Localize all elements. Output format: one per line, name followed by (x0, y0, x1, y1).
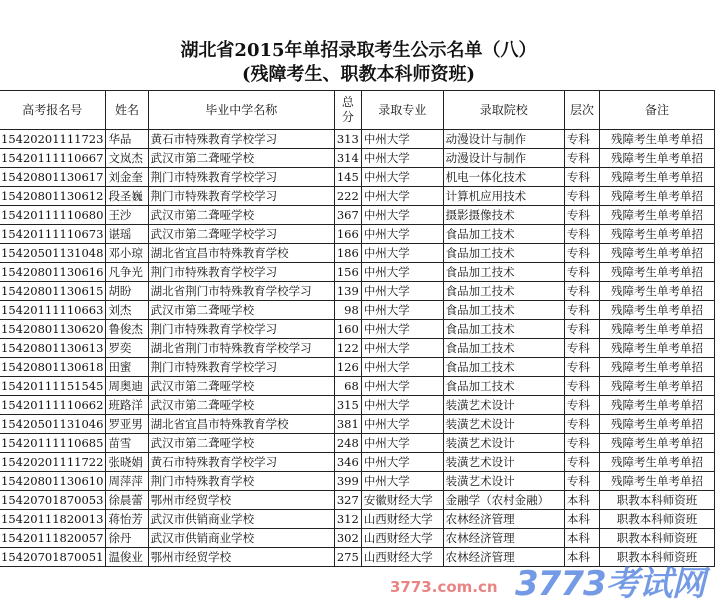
university-cell: 中州大学 (361, 396, 443, 415)
major-cell: 食品加工技术 (443, 339, 564, 358)
note-cell: 残障考生单考单招 (600, 415, 715, 434)
score-cell: 314 (334, 149, 361, 168)
table-row (0, 301, 715, 320)
school-cell: 武汉市第二聋哑学校 (148, 149, 334, 168)
major-cell: 装潢艺术设计 (443, 434, 564, 453)
note-cell: 残障考生单考单招 (600, 168, 715, 187)
university-cell: 中州大学 (361, 244, 443, 263)
major-cell: 动漫设计与制作 (443, 130, 564, 149)
university-cell: 中州大学 (361, 187, 443, 206)
note-cell: 残障考生单考单招 (600, 434, 715, 453)
major-cell: 农林经济管理 (443, 529, 564, 548)
table-row (0, 491, 715, 510)
note-cell: 残障考生单考单招 (600, 282, 715, 301)
level-cell: 专科 (564, 339, 599, 358)
level-cell: 专科 (564, 301, 599, 320)
name-cell: 华品 (106, 130, 148, 149)
name-cell: 谌瑶 (106, 225, 148, 244)
column-header: 录取专业 (361, 91, 443, 130)
note-cell: 残障考生单考单招 (600, 206, 715, 225)
table-row (0, 529, 715, 548)
note-cell: 残障考生单考单招 (600, 149, 715, 168)
level-cell: 专科 (564, 149, 599, 168)
exam-id-cell: 15420111151545 (0, 377, 106, 396)
note-cell: 职教本科师资班 (600, 548, 715, 567)
table-row (0, 377, 715, 396)
note-cell: 残障考生单考单招 (600, 320, 715, 339)
level-cell: 专科 (564, 206, 599, 225)
table-row (0, 149, 715, 168)
score-cell: 381 (334, 415, 361, 434)
score-cell: 312 (334, 510, 361, 529)
note-cell: 残障考生单考单招 (600, 472, 715, 491)
note-cell: 职教本科师资班 (600, 491, 715, 510)
level-cell: 专科 (564, 377, 599, 396)
university-cell: 中州大学 (361, 206, 443, 225)
university-cell: 中州大学 (361, 149, 443, 168)
score-cell: 156 (334, 263, 361, 282)
name-cell: 班路洋 (106, 396, 148, 415)
major-cell: 食品加工技术 (443, 282, 564, 301)
major-cell: 食品加工技术 (443, 358, 564, 377)
exam-id-cell: 15420801130612 (0, 187, 106, 206)
major-cell: 计算机应用技术 (443, 187, 564, 206)
university-cell: 中州大学 (361, 320, 443, 339)
major-cell: 装潢艺术设计 (443, 453, 564, 472)
note-cell: 残障考生单考单招 (600, 225, 715, 244)
university-cell: 中州大学 (361, 282, 443, 301)
column-header: 姓名 (106, 91, 148, 130)
university-cell: 中州大学 (361, 225, 443, 244)
school-cell: 荆门市特殊教育学校学习 (148, 320, 334, 339)
table-row (0, 168, 715, 187)
level-cell: 专科 (564, 434, 599, 453)
level-cell: 专科 (564, 225, 599, 244)
note-cell: 残障考生单考单招 (600, 301, 715, 320)
column-header: 层次 (564, 91, 599, 130)
table-row (0, 320, 715, 339)
school-cell: 湖北省宜昌市特殊教育学校 (148, 244, 334, 263)
major-cell: 食品加工技术 (443, 320, 564, 339)
name-cell: 蒋怡芳 (106, 510, 148, 529)
note-cell: 残障考生单考单招 (600, 130, 715, 149)
university-cell: 中州大学 (361, 130, 443, 149)
major-cell: 食品加工技术 (443, 301, 564, 320)
level-cell: 专科 (564, 263, 599, 282)
score-cell: 68 (334, 377, 361, 396)
table-row (0, 396, 715, 415)
level-cell: 专科 (564, 168, 599, 187)
table-row (0, 187, 715, 206)
school-cell: 荆门市特殊教育学校学习 (148, 187, 334, 206)
major-cell: 食品加工技术 (443, 244, 564, 263)
name-cell: 段圣巍 (106, 187, 148, 206)
school-cell: 武汉市供销商业学校 (148, 529, 334, 548)
table-row (0, 130, 715, 149)
name-cell: 胡盼 (106, 282, 148, 301)
score-cell: 367 (334, 206, 361, 225)
table-row (0, 415, 715, 434)
exam-id-cell: 15420801130617 (0, 168, 106, 187)
major-cell: 装潢艺术设计 (443, 396, 564, 415)
score-cell: 160 (334, 320, 361, 339)
note-cell: 残障考生单考单招 (600, 339, 715, 358)
column-header: 备注 (600, 91, 715, 130)
note-cell: 职教本科师资班 (600, 529, 715, 548)
major-cell: 装潢艺术设计 (443, 415, 564, 434)
exam-id-cell: 15420201111722 (0, 453, 106, 472)
score-cell: 126 (334, 358, 361, 377)
exam-id-cell: 15420501131046 (0, 415, 106, 434)
name-cell: 周萍萍 (106, 472, 148, 491)
major-cell: 装潢艺术设计 (443, 472, 564, 491)
table-row (0, 263, 715, 282)
university-cell: 中州大学 (361, 339, 443, 358)
note-cell: 残障考生单考单招 (600, 453, 715, 472)
score-cell: 313 (334, 130, 361, 149)
school-cell: 武汉市供销商业学校 (148, 510, 334, 529)
exam-id-cell: 15420701870053 (0, 491, 106, 510)
note-cell: 职教本科师资班 (600, 510, 715, 529)
table-row (0, 206, 715, 225)
name-cell: 温俊业 (106, 548, 148, 567)
school-cell: 荆门市特殊教育学校学习 (148, 168, 334, 187)
school-cell: 武汉市第二聋哑学校 (148, 377, 334, 396)
university-cell: 中州大学 (361, 377, 443, 396)
level-cell: 专科 (564, 130, 599, 149)
table-row (0, 339, 715, 358)
name-cell: 徐丹 (106, 529, 148, 548)
name-cell: 刘杰 (106, 301, 148, 320)
name-cell: 王沙 (106, 206, 148, 225)
name-cell: 罗亚男 (106, 415, 148, 434)
exam-id-cell: 15420111110667 (0, 149, 106, 168)
university-cell: 山西财经大学 (361, 510, 443, 529)
exam-id-cell: 15420801130610 (0, 472, 106, 491)
exam-id-cell: 15420501131048 (0, 244, 106, 263)
level-cell: 本科 (564, 491, 599, 510)
note-cell: 残障考生单考单招 (600, 244, 715, 263)
exam-id-cell: 15420201111723 (0, 130, 106, 149)
exam-id-cell: 15420111820057 (0, 529, 106, 548)
major-cell: 食品加工技术 (443, 377, 564, 396)
school-cell: 湖北省荆门市特殊教育学校学习 (148, 282, 334, 301)
score-cell: 327 (334, 491, 361, 510)
level-cell: 专科 (564, 396, 599, 415)
exam-id-cell: 15420111110662 (0, 396, 106, 415)
note-cell: 残障考生单考单招 (600, 396, 715, 415)
major-cell: 金融学（农村金融） (443, 491, 564, 510)
table-row (0, 453, 715, 472)
major-cell: 食品加工技术 (443, 263, 564, 282)
school-cell: 湖北省宜昌市特殊教育学校 (148, 415, 334, 434)
column-header: 高考报名号 (0, 91, 106, 130)
page-title: 湖北省2015年单招录取考生公示名单（八） (180, 40, 537, 61)
exam-id-cell: 15420111110663 (0, 301, 106, 320)
table-row (0, 472, 715, 491)
name-cell: 张晓娟 (106, 453, 148, 472)
university-cell: 中州大学 (361, 434, 443, 453)
score-cell: 139 (334, 282, 361, 301)
score-cell: 166 (334, 225, 361, 244)
school-cell: 武汉市第二聋哑学校学习 (148, 225, 334, 244)
level-cell: 专科 (564, 358, 599, 377)
school-cell: 荆门市特殊教育学校 (148, 472, 334, 491)
university-cell: 中州大学 (361, 168, 443, 187)
university-cell: 安徽财经大学 (361, 491, 443, 510)
page-subtitle: (残障考生、职教本科师资班) (241, 64, 476, 85)
level-cell: 专科 (564, 415, 599, 434)
level-cell: 专科 (564, 244, 599, 263)
score-cell: 315 (334, 396, 361, 415)
exam-id-cell: 15420801130618 (0, 358, 106, 377)
exam-id-cell: 15420111110685 (0, 434, 106, 453)
table-row (0, 510, 715, 529)
level-cell: 专科 (564, 187, 599, 206)
university-cell: 中州大学 (361, 358, 443, 377)
school-cell: 湖北省荆门市特殊教育学校学习 (148, 339, 334, 358)
table-row (0, 434, 715, 453)
exam-id-cell: 15420701870051 (0, 548, 106, 567)
level-cell: 本科 (564, 548, 599, 567)
school-cell: 黄石市特殊教育学校学习 (148, 453, 334, 472)
level-cell: 专科 (564, 453, 599, 472)
major-cell: 机电一体化技术 (443, 168, 564, 187)
school-cell: 荆门市特殊教育学校学习 (148, 263, 334, 282)
school-cell: 武汉市第二聋哑学校 (148, 434, 334, 453)
column-header: 录取院校 (443, 91, 564, 130)
major-cell: 摄影摄像技术 (443, 206, 564, 225)
table-row (0, 225, 715, 244)
note-cell: 残障考生单考单招 (600, 187, 715, 206)
column-header: 总分 (334, 91, 361, 130)
university-cell: 山西财经大学 (361, 548, 443, 567)
school-cell: 荆门市特殊教育学校学习 (148, 358, 334, 377)
score-cell: 346 (334, 453, 361, 472)
score-cell: 399 (334, 472, 361, 491)
exam-id-cell: 15420111110680 (0, 206, 106, 225)
school-cell: 武汉市第二聋哑学校 (148, 301, 334, 320)
exam-id-cell: 15420801130615 (0, 282, 106, 301)
score-cell: 302 (334, 529, 361, 548)
name-cell: 徐晨蕾 (106, 491, 148, 510)
column-header: 毕业中学名称 (148, 91, 334, 130)
university-cell: 山西财经大学 (361, 529, 443, 548)
level-cell: 本科 (564, 510, 599, 529)
school-cell: 黄石市特殊教育学校学习 (148, 130, 334, 149)
score-cell: 145 (334, 168, 361, 187)
score-cell: 222 (334, 187, 361, 206)
table-row (0, 282, 715, 301)
major-cell: 农林经济管理 (443, 510, 564, 529)
university-cell: 中州大学 (361, 301, 443, 320)
university-cell: 中州大学 (361, 453, 443, 472)
level-cell: 专科 (564, 320, 599, 339)
university-cell: 中州大学 (361, 415, 443, 434)
level-cell: 专科 (564, 282, 599, 301)
university-cell: 中州大学 (361, 472, 443, 491)
name-cell: 鲁俊杰 (106, 320, 148, 339)
name-cell: 罗奕 (106, 339, 148, 358)
score-cell: 186 (334, 244, 361, 263)
score-cell: 98 (334, 301, 361, 320)
name-cell: 苗雪 (106, 434, 148, 453)
exam-id-cell: 15420801130620 (0, 320, 106, 339)
score-cell: 275 (334, 548, 361, 567)
university-cell: 中州大学 (361, 263, 443, 282)
watermark-logo: 3773考试网 (515, 564, 705, 604)
exam-id-cell: 15420801130613 (0, 339, 106, 358)
admission-table (0, 90, 715, 567)
level-cell: 专科 (564, 472, 599, 491)
note-cell: 残障考生单考单招 (600, 358, 715, 377)
table-row (0, 358, 715, 377)
name-cell: 邓小琼 (106, 244, 148, 263)
table-row (0, 244, 715, 263)
major-cell: 食品加工技术 (443, 225, 564, 244)
name-cell: 凡争光 (106, 263, 148, 282)
school-cell: 鄂州市经贸学校 (148, 548, 334, 567)
note-cell: 残障考生单考单招 (600, 263, 715, 282)
name-cell: 刘金奎 (106, 168, 148, 187)
exam-id-cell: 15420111110673 (0, 225, 106, 244)
name-cell: 田蜜 (106, 358, 148, 377)
major-cell: 动漫设计与制作 (443, 149, 564, 168)
name-cell: 文岚杰 (106, 149, 148, 168)
name-cell: 周奥迪 (106, 377, 148, 396)
score-cell: 122 (334, 339, 361, 358)
exam-id-cell: 15420111820013 (0, 510, 106, 529)
school-cell: 武汉市第二聋哑学校 (148, 396, 334, 415)
note-cell: 残障考生单考单招 (600, 377, 715, 396)
level-cell: 本科 (564, 529, 599, 548)
school-cell: 鄂州市经贸学校 (148, 491, 334, 510)
score-cell: 248 (334, 434, 361, 453)
school-cell: 武汉市第二聋哑学校 (148, 206, 334, 225)
table-header (0, 91, 715, 130)
exam-id-cell: 15420801130616 (0, 263, 106, 282)
watermark-url: 3773.com.cn (390, 578, 498, 596)
major-cell: 农林经济管理 (443, 548, 564, 567)
